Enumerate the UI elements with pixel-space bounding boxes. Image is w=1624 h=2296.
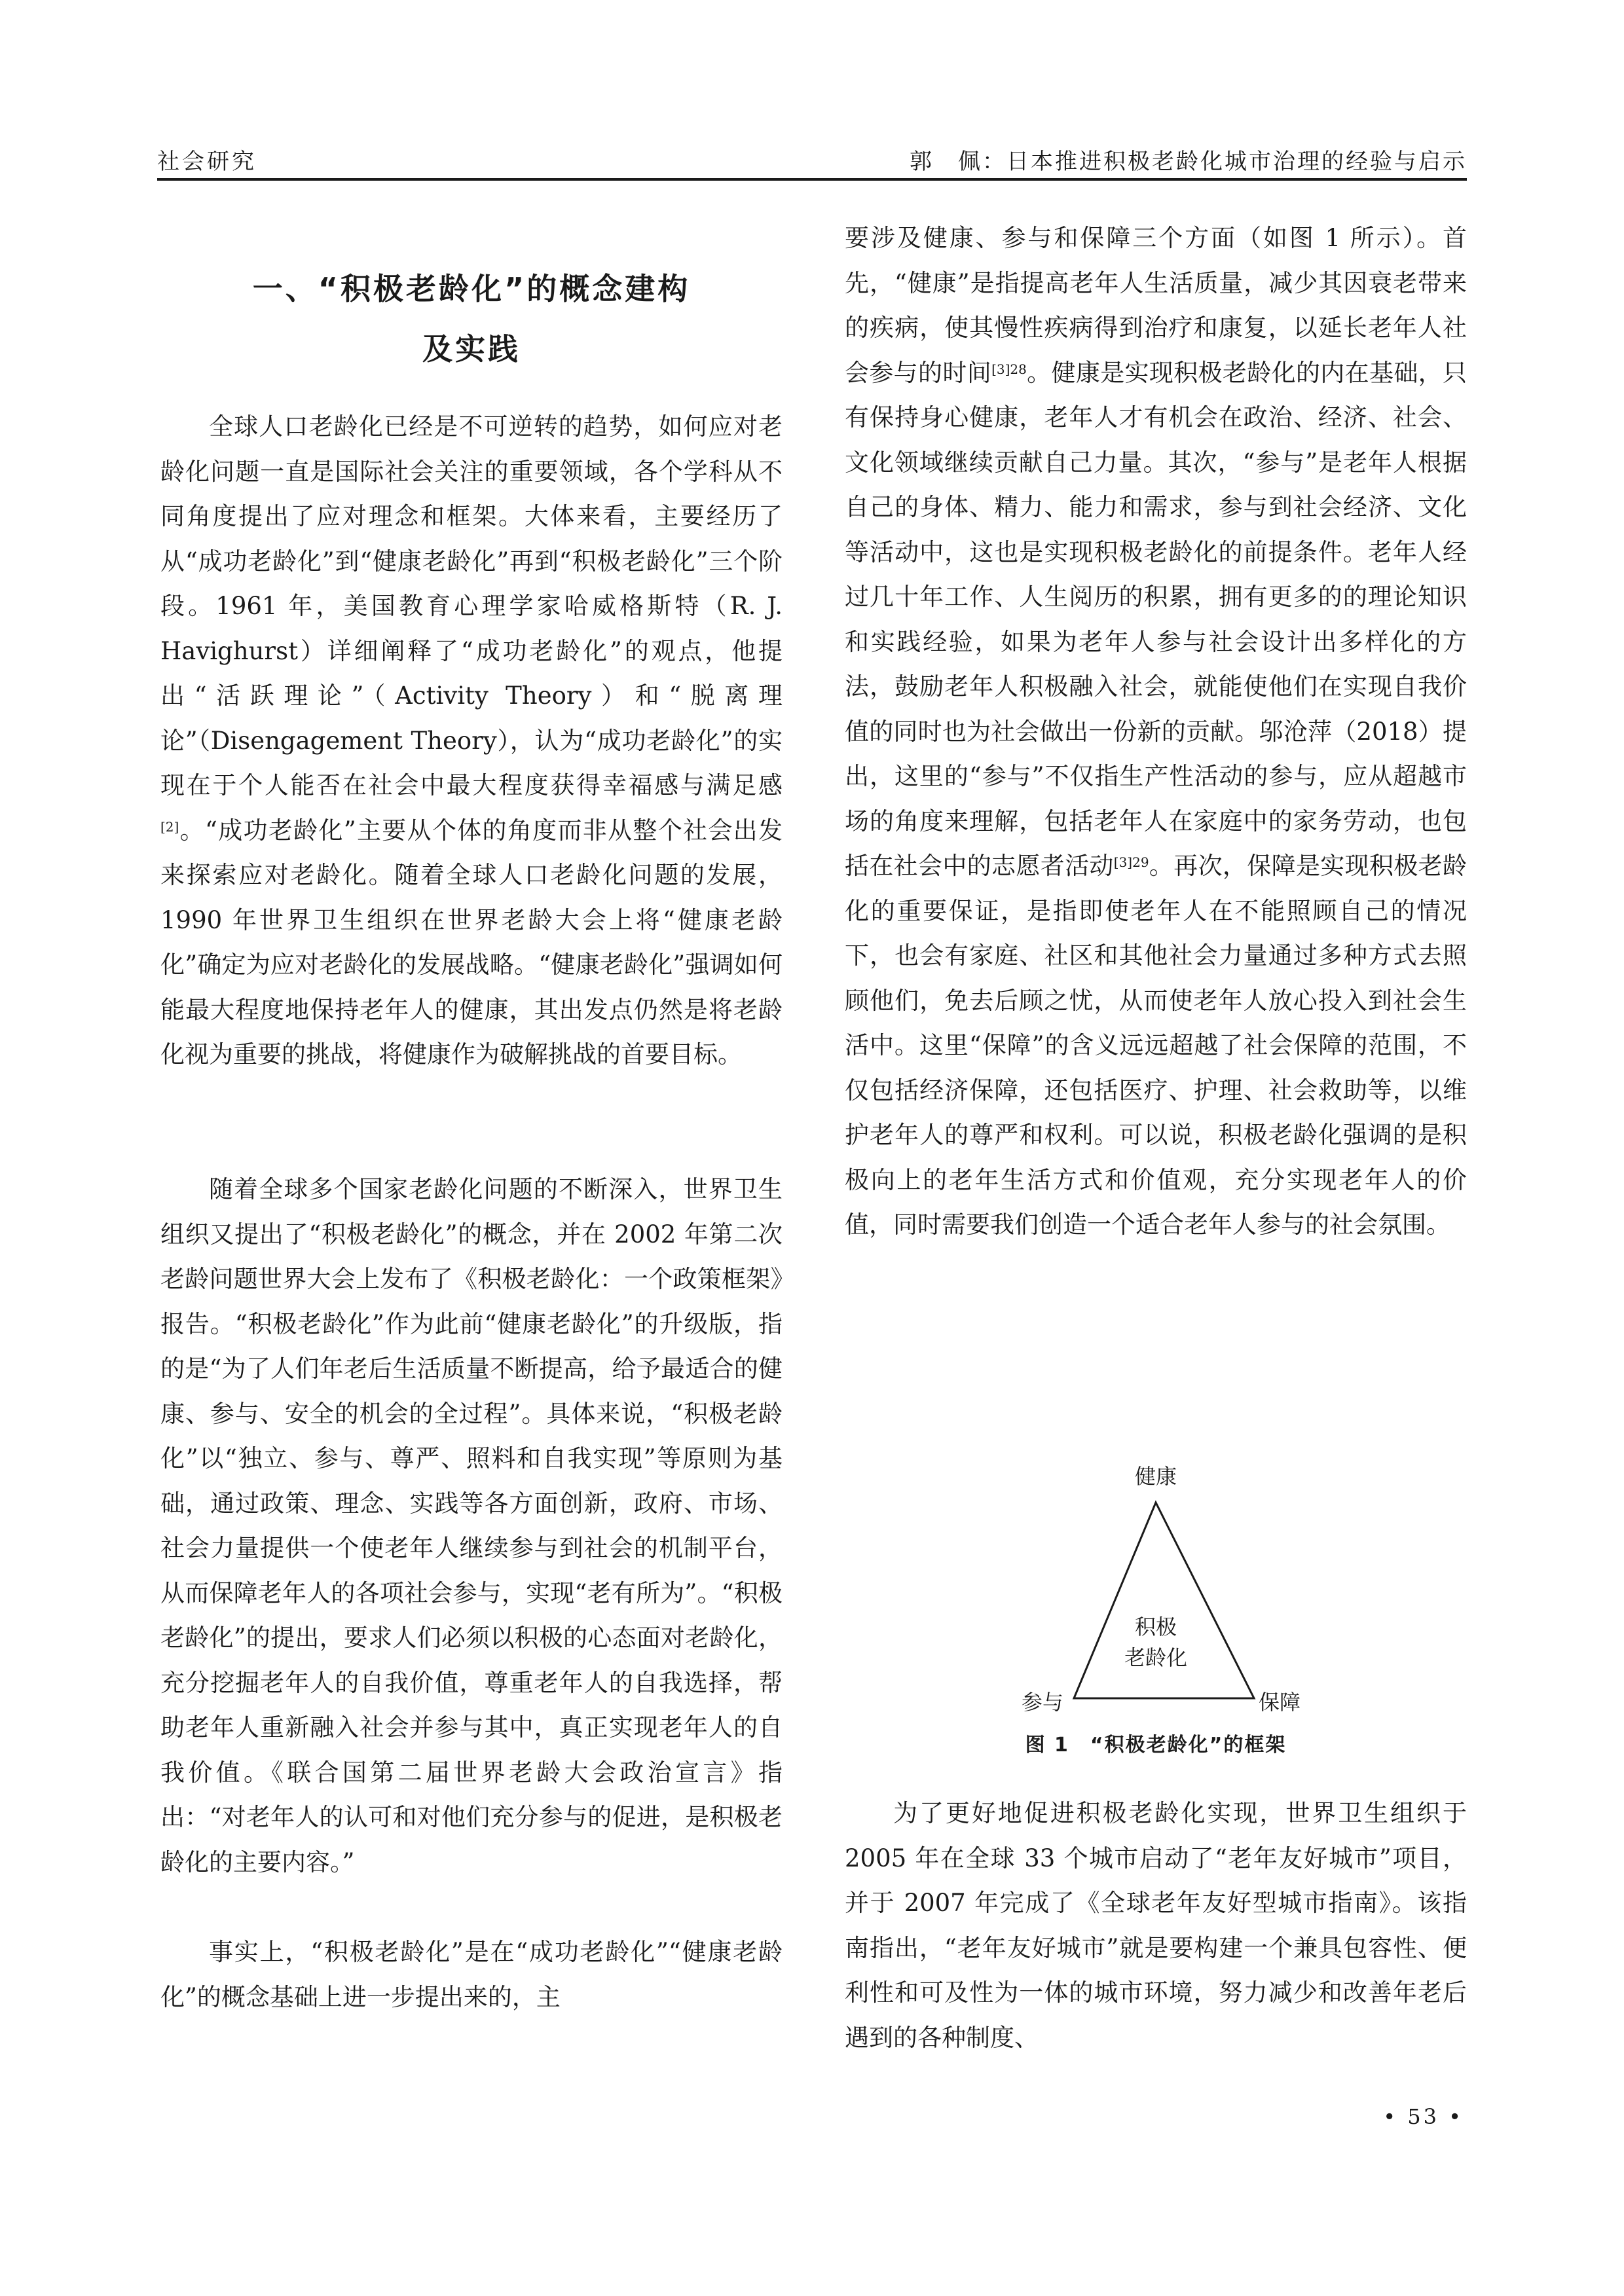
article-running-title: 郭 佩：日本推进积极老龄化城市治理的经验与启示 [910,149,1467,175]
citation-3-28: [3]28 [991,361,1027,377]
paragraph-4-text-c: 。再次，保障是实现积极老龄化的重要保证，是指即使老年人在不能照顾自己的情况下，也会有家庭、社区和其他社会力量通过多种方式去照顾他们，免去后顾之忧，从而使老年人放心投入到社会生活中。这里“保障”的含义远远超越了社会保障的范围，不仅包括经济保障，还包括医疗、护理、社会救助等，以维护老年人的尊严和权利。可以说，积极老龄化强调的是积极向上的老年生活方式和价值观，充分实现老年人的价值，同时需要我们创造一个适合老年人参与的社会氛围。 [845,852,1467,1239]
journal-section-label: 社会研究 [157,149,257,175]
paragraph-3: 事实上，“积极老龄化”是在“成功老龄化”“健康老龄化”的概念基础上进一步提出来的，主 [160,1938,783,2011]
label-security: 保障 [1259,1690,1301,1715]
paragraph-5: 为了更好地促进积极老龄化实现，世界卫生组织于 2005 年在全球 33 个城市启动了“老年友好城市”项目，并于 2007 年完成了《全球老年友好型城市指南》。该指南指出，“老年友好城市”就是要构建一个兼具包容性、便利性和可及性为一体的城市环境，努力减少和改善年老后遇到的各种制度、 [845,1799,1467,2052]
figure-caption: 图 1 “积极老龄化”的框架 [1025,1734,1287,1757]
citation-3-29: [3]29 [1113,854,1149,870]
paragraph-4-text-a: 要涉及健康、参与和保障三个方面（如图 1 所示）。首先，“健康”是指提高老年人生活质量，减少其因衰老带来的疾病，使其慢性疾病得到治疗和康复，以延长老年人社会参与的时间 [845,224,1467,387]
paragraph-4-text-b: 。健康是实现积极老龄化的内在基础，只有保持身心健康，老年人才有机会在政治、经济、社会、文化领域继续贡献自己力量。其次，“参与”是老年人根据自己的身体、精力、能力和需求，参与到社会经济、文化等活动中，这也是实现积极老龄化的前提条件。老年人经过几十年工作、人生阅历的积累，拥有更多的的理论知识和实践经验，如果为老年人参与社会设计出多样化的方法，鼓励老年人积极融入社会，就能使他们在实现自我价值的同时也为社会做出一份新的贡献。邬沧萍（2018）提出，这里的“参与”不仅指生产性活动的参与，应从超越市场的角度来理解，包括老年人在家庭中的家务劳动，也包括在社会中的志愿者活动 [845,358,1467,880]
section-title [160,259,783,379]
label-center-line-1: 积极 [1135,1614,1177,1639]
page-number: • 53 • [1383,2104,1464,2129]
header-rule [157,178,1467,181]
paragraph-1 [160,405,783,1078]
paragraph-1-text-b: 。“成功老龄化”主要从个体的角度而非从整个社会出发来探索应对老龄化。随着全球人口老龄化问题的发展，1990 年世界卫生组织在世界老龄大会上将“健康老龄化”确定为应对老龄化的发展战略。“健康老龄化”强调如何能最大程度地保持老年人的健康，其出发点仍然是将老龄化视为重要的挑战，将健康作为破解挑战的首要目标。 [160,816,783,1068]
paragraph-4 [845,216,1467,1248]
label-center-line-2: 老龄化 [1124,1645,1188,1670]
section-title-line-2: 及实践 [422,331,521,367]
citation-2: [2] [160,818,179,835]
paragraph-1-text-a: 全球人口老龄化已经是不可逆转的趋势，如何应对老龄化问题一直是国际社会关注的重要领域，各个学科从不同角度提出了应对理念和框架。大体来看，主要经历了从“成功老龄化”到“健康老龄化”再到“积极老龄化”三个阶段。1961 年，美国教育心理学家哈威格斯特（R. J. Havighurst）详细阐释了“成功老龄化”的观点，他提出“活跃理论”（Activity Theory）和“脱离理论”（Disengagement Theory），认为“成功老龄化”的实现在于个人能否在社会中最大程度获得幸福感与满足感 [160,412,783,799]
section-title-line-1: 一、“积极老龄化”的概念建构 [252,271,691,306]
label-participation: 参与 [1022,1690,1064,1715]
running-header [157,140,1467,181]
label-health: 健康 [1135,1464,1177,1489]
paragraph-2: 随着全球多个国家老龄化问题的不断深入，世界卫生组织又提出了“积极老龄化”的概念，并在 2002 年第二次老龄问题世界大会上发布了《积极老龄化：一个政策框架》报告。“积极老龄化”作为此前“健康老龄化”的升级版，指的是“为了人们年老后生活质量不断提高，给予最适合的健康、参与、安全的机会的全过程”。具体来说，“积极老龄化”以“独立、参与、尊严、照料和自我实现”等原则为基础，通过政策、理念、实践等各方面创新，政府、市场、社会力量提供一个使老年人继续参与到社会的机制平台，从而保障老年人的各项社会参与，实现“老有所为”。“积极老龄化”的提出，要求人们必须以积极的心态面对老龄化，充分挖掘老年人的自我价值，尊重老年人的自我选择，帮助老年人重新融入社会并参与其中，真正实现老年人的自我价值。《联合国第二届世界老龄大会政治宣言》指出：“对老年人的认可和对他们充分参与的促进，是积极老龄化的主要内容。” [160,1175,783,1876]
figure-1 [845,1447,1467,1774]
